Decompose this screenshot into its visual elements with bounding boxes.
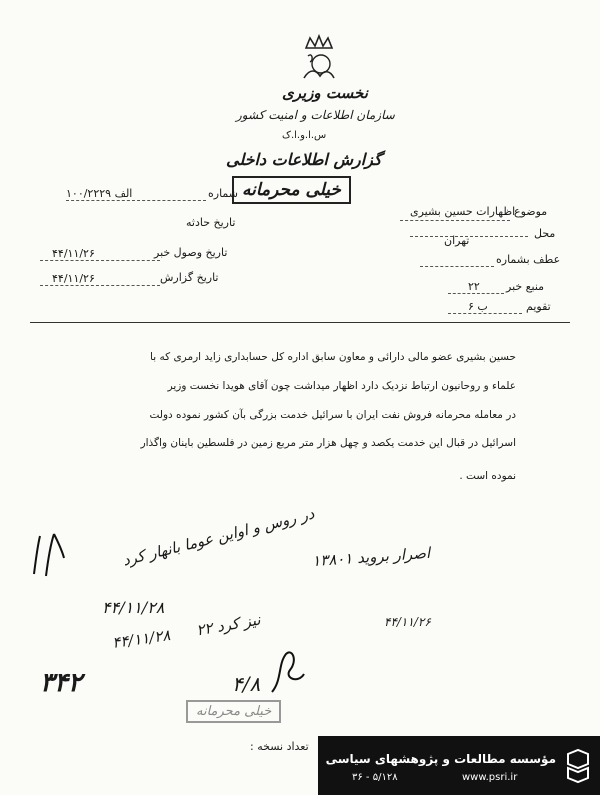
report-date-label: تاریخ گزارش [160,271,219,284]
number-value: ۱۰۰/۲۲۲۹ الف [66,187,133,200]
evaluation-value: ب ۶ [468,300,488,313]
event-date-label: تاریخ حادثه [186,216,236,229]
place-label: محل [534,227,556,240]
handwritten-date-1: ۴۴/۱۱/۲۸ [102,598,165,617]
psri-logo-icon [562,746,594,786]
place-value: تهران [444,234,470,247]
psri-url: www.psri.ir [462,772,518,783]
source-label: منبع خبر [506,280,545,293]
report-title: گزارش اطلاعات داخلی [226,150,382,169]
body-line-5: نموده است . [459,470,516,482]
receipt-date-rule [40,260,160,261]
body-line-1: حسین بشیری عضو مالی دارائی و معاون سابق اداره کل حسابداری زاید ارمری که با [150,351,516,363]
handwritten-fraction: ۴/۸ [232,672,261,696]
evaluation-rule [448,313,522,314]
header-separator [30,322,570,323]
report-date-rule [40,285,160,286]
body-line-2: علماء و روحانیون ارتباط نزدیک دارد اظهار میداشت چون آقای هویدا نخست وزیر [167,380,516,392]
handwritten-stroke-icon [28,530,68,580]
subject-value: اظهارات حسین بشیری [410,205,516,218]
faded-classification-stamp: خیلی محرمانه [186,700,281,723]
document-code: ۳۶ - ۵/۱۲۸ [352,772,398,783]
number-rule [66,200,206,201]
handwritten-note-2: نیز کرد ۲۲ [194,610,262,640]
body-line-4: اسرائیل در قبال این خدمت یکصد و چهل هزار متر مربع زمین در فلسطین باینان واگذار [140,437,516,449]
subject-rule [400,220,510,221]
receipt-date-value: ۴۴/۱۱/۲۶ [52,247,95,260]
copies-label: تعداد نسخه : [250,740,309,753]
source-rule [448,293,504,294]
report-date-value: ۴۴/۱۱/۲۶ [52,272,95,285]
reference-label: عطف بشماره [496,253,561,266]
place-rule [410,236,528,237]
office-title: نخست وزیری [282,84,368,102]
classification-stamp: خیلی محرمانه [232,176,351,204]
receipt-date-label: تاریخ وصول خبر [154,246,228,259]
organization-code: س.ا.و.ا.ک [282,130,327,141]
source-value: ۲۲ [468,280,480,293]
handwritten-date-2: ۴۴/۱۱/۲۸ [111,626,172,652]
handwritten-note-1b: در روس و اواین عوما بانهار کرد [120,504,317,570]
handwritten-date-3: ۴۴/۱۱/۲۶ [384,615,431,629]
psri-title: مؤسسه مطالعات و پژوهشهای سیاسی [325,752,556,766]
subject-label: موضوع [514,205,548,218]
handwritten-number: ۳۴۲ [40,668,82,698]
number-label: شماره [208,187,239,200]
lion-sun-emblem-icon [296,34,342,84]
handwritten-note-1: اصرار بروید ۱۳۸۰۱ [311,543,431,571]
evaluation-label: تقویم [526,300,551,313]
organization-name: سازمان اطلاعات و امنیت کشور [236,108,395,122]
reference-rule [420,266,494,267]
signature-scribble-icon [268,640,308,700]
body-line-3: در معامله محرمانه فروش نفت ایران با سرائیل خدمت بزرگی بآن کشور نموده دولت [149,409,516,421]
